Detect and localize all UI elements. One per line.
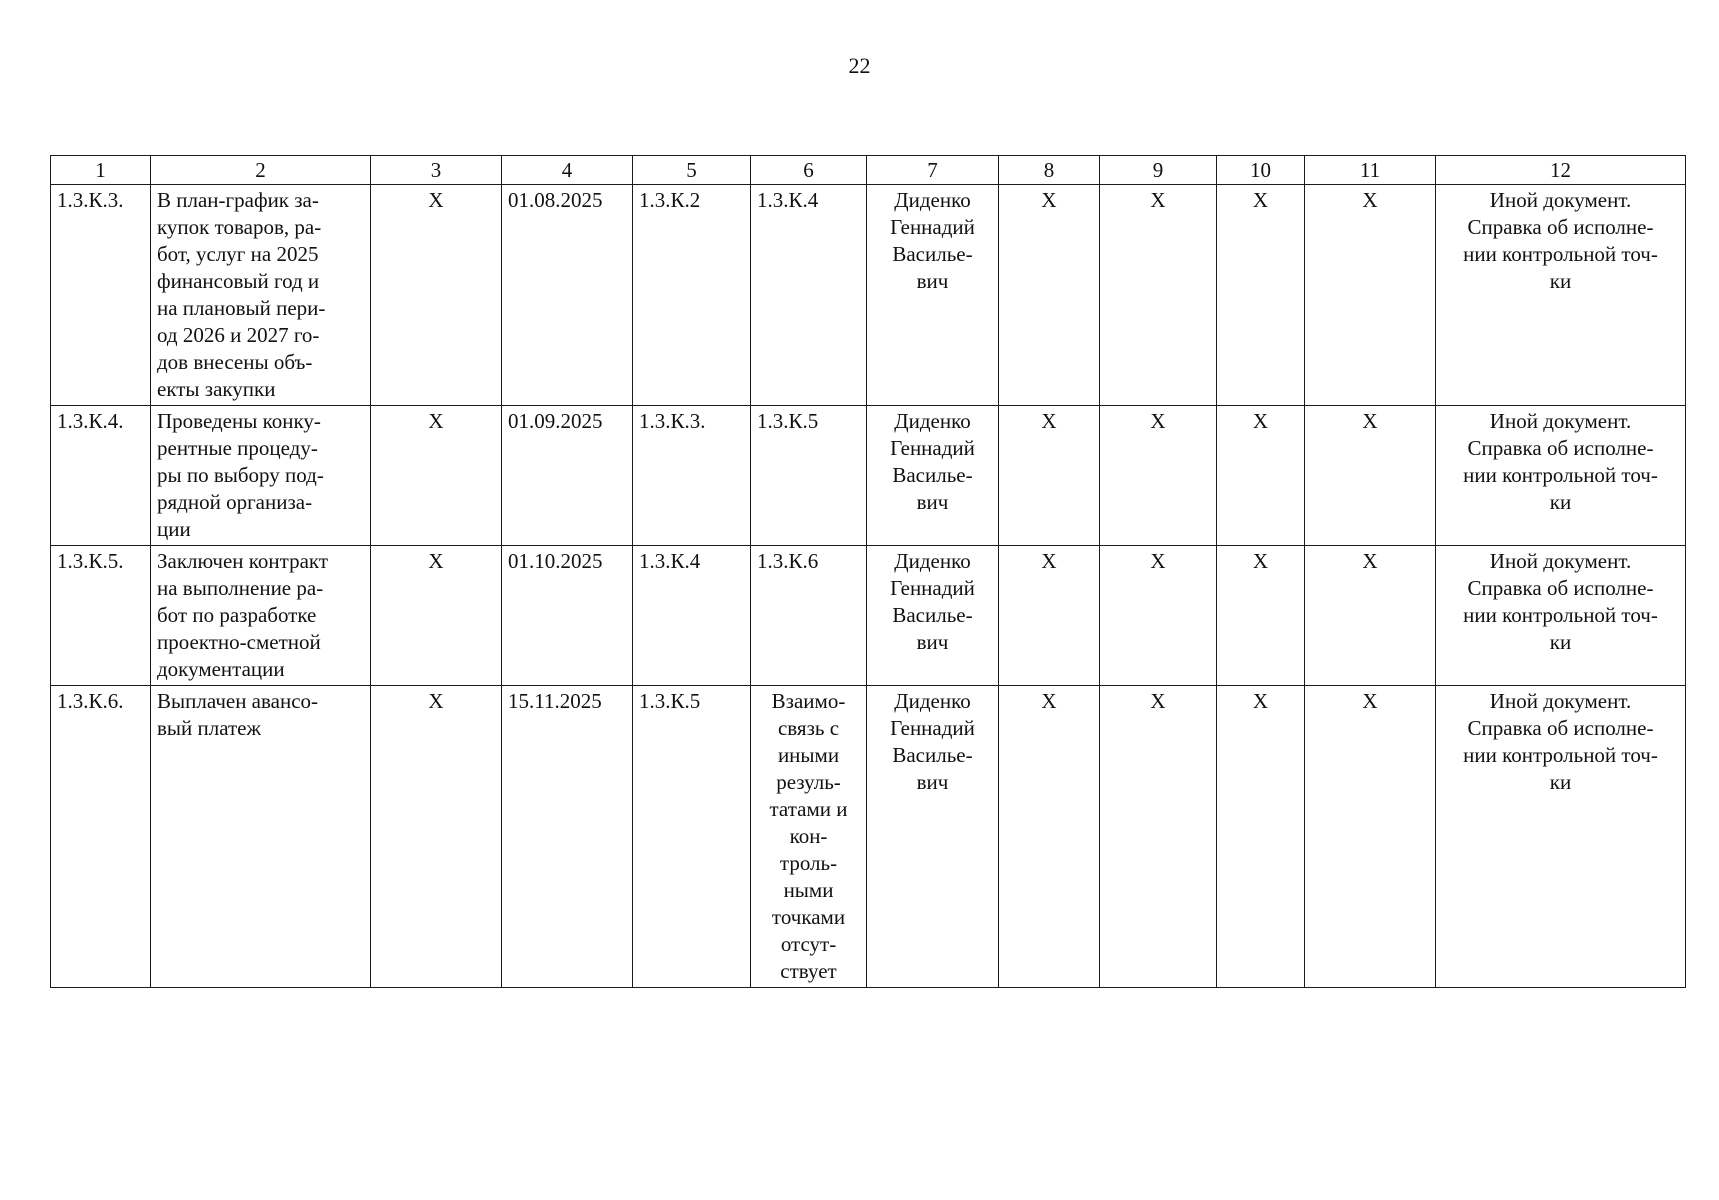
header-row <box>51 156 1686 185</box>
cell-successor: 1.3.К.5 <box>751 406 867 546</box>
page-number: 22 <box>848 53 871 78</box>
cell-successor: 1.3.К.6 <box>751 546 867 686</box>
cell-mark: X <box>371 185 502 406</box>
column-header: 5 <box>633 156 751 185</box>
cell-mark: X <box>1100 406 1217 546</box>
cell-responsible: Диденко Геннадий Василье- вич <box>867 185 999 406</box>
cell-code: 1.3.К.4. <box>51 406 151 546</box>
column-header: 11 <box>1305 156 1436 185</box>
cell-mark: X <box>1305 686 1436 988</box>
table-row <box>51 546 1686 686</box>
cell-date: 15.11.2025 <box>502 686 633 988</box>
cell-document: Иной документ. Справка об исполне- нии контрольной точ- ки <box>1436 546 1686 686</box>
cell-document: Иной документ. Справка об исполне- нии контрольной точ- ки <box>1436 686 1686 988</box>
table-body <box>51 185 1686 988</box>
cell-mark: X <box>999 546 1100 686</box>
column-header: 9 <box>1100 156 1217 185</box>
cell-mark: X <box>1100 686 1217 988</box>
cell-mark: X <box>999 686 1100 988</box>
cell-date: 01.08.2025 <box>502 185 633 406</box>
column-header: 1 <box>51 156 151 185</box>
cell-mark: X <box>1305 546 1436 686</box>
cell-mark: X <box>1217 185 1305 406</box>
cell-successor: Взаимо- связь с иными резуль- татами и кон- троль- ными точками отсут- ствует <box>751 686 867 988</box>
table-row <box>51 686 1686 988</box>
cell-predecessor: 1.3.К.5 <box>633 686 751 988</box>
column-header: 2 <box>151 156 371 185</box>
cell-mark: X <box>1217 406 1305 546</box>
cell-mark: X <box>1217 546 1305 686</box>
cell-mark: X <box>371 546 502 686</box>
column-header: 8 <box>999 156 1100 185</box>
cell-predecessor: 1.3.К.2 <box>633 185 751 406</box>
cell-mark: X <box>1305 185 1436 406</box>
table-row <box>51 406 1686 546</box>
column-header: 6 <box>751 156 867 185</box>
cell-description: Проведены конку- рентные процеду- ры по выбору под- рядной организа- ции <box>151 406 371 546</box>
cell-description: Заключен контракт на выполнение ра- бот по разработке проектно-сметной документации <box>151 546 371 686</box>
cell-description: Выплачен авансо- вый платеж <box>151 686 371 988</box>
cell-code: 1.3.К.6. <box>51 686 151 988</box>
cell-description: В план-график за- купок товаров, ра- бот, услуг на 2025 финансовый год и на плановый пери- од 2026 и 2027 го- дов внесены объ- екты закупки <box>151 185 371 406</box>
cell-mark: X <box>1305 406 1436 546</box>
cell-mark: X <box>1100 185 1217 406</box>
cell-document: Иной документ. Справка об исполне- нии контрольной точ- ки <box>1436 406 1686 546</box>
table-row <box>51 185 1686 406</box>
cell-mark: X <box>371 406 502 546</box>
cell-mark: X <box>1217 686 1305 988</box>
table-header <box>51 156 1686 185</box>
column-header: 4 <box>502 156 633 185</box>
column-header: 3 <box>371 156 502 185</box>
cell-responsible: Диденко Геннадий Василье- вич <box>867 406 999 546</box>
cell-responsible: Диденко Геннадий Василье- вич <box>867 686 999 988</box>
cell-code: 1.3.К.5. <box>51 546 151 686</box>
cell-mark: X <box>371 686 502 988</box>
cell-mark: X <box>1100 546 1217 686</box>
cell-document: Иной документ. Справка об исполне- нии контрольной точ- ки <box>1436 185 1686 406</box>
cell-responsible: Диденко Геннадий Василье- вич <box>867 546 999 686</box>
column-header: 7 <box>867 156 999 185</box>
cell-mark: X <box>999 185 1100 406</box>
cell-date: 01.10.2025 <box>502 546 633 686</box>
cell-mark: X <box>999 406 1100 546</box>
cell-predecessor: 1.3.К.3. <box>633 406 751 546</box>
column-header: 12 <box>1436 156 1686 185</box>
cell-predecessor: 1.3.К.4 <box>633 546 751 686</box>
cell-successor: 1.3.К.4 <box>751 185 867 406</box>
cell-date: 01.09.2025 <box>502 406 633 546</box>
column-header: 10 <box>1217 156 1305 185</box>
cell-code: 1.3.К.3. <box>51 185 151 406</box>
control-points-table <box>50 155 1686 988</box>
